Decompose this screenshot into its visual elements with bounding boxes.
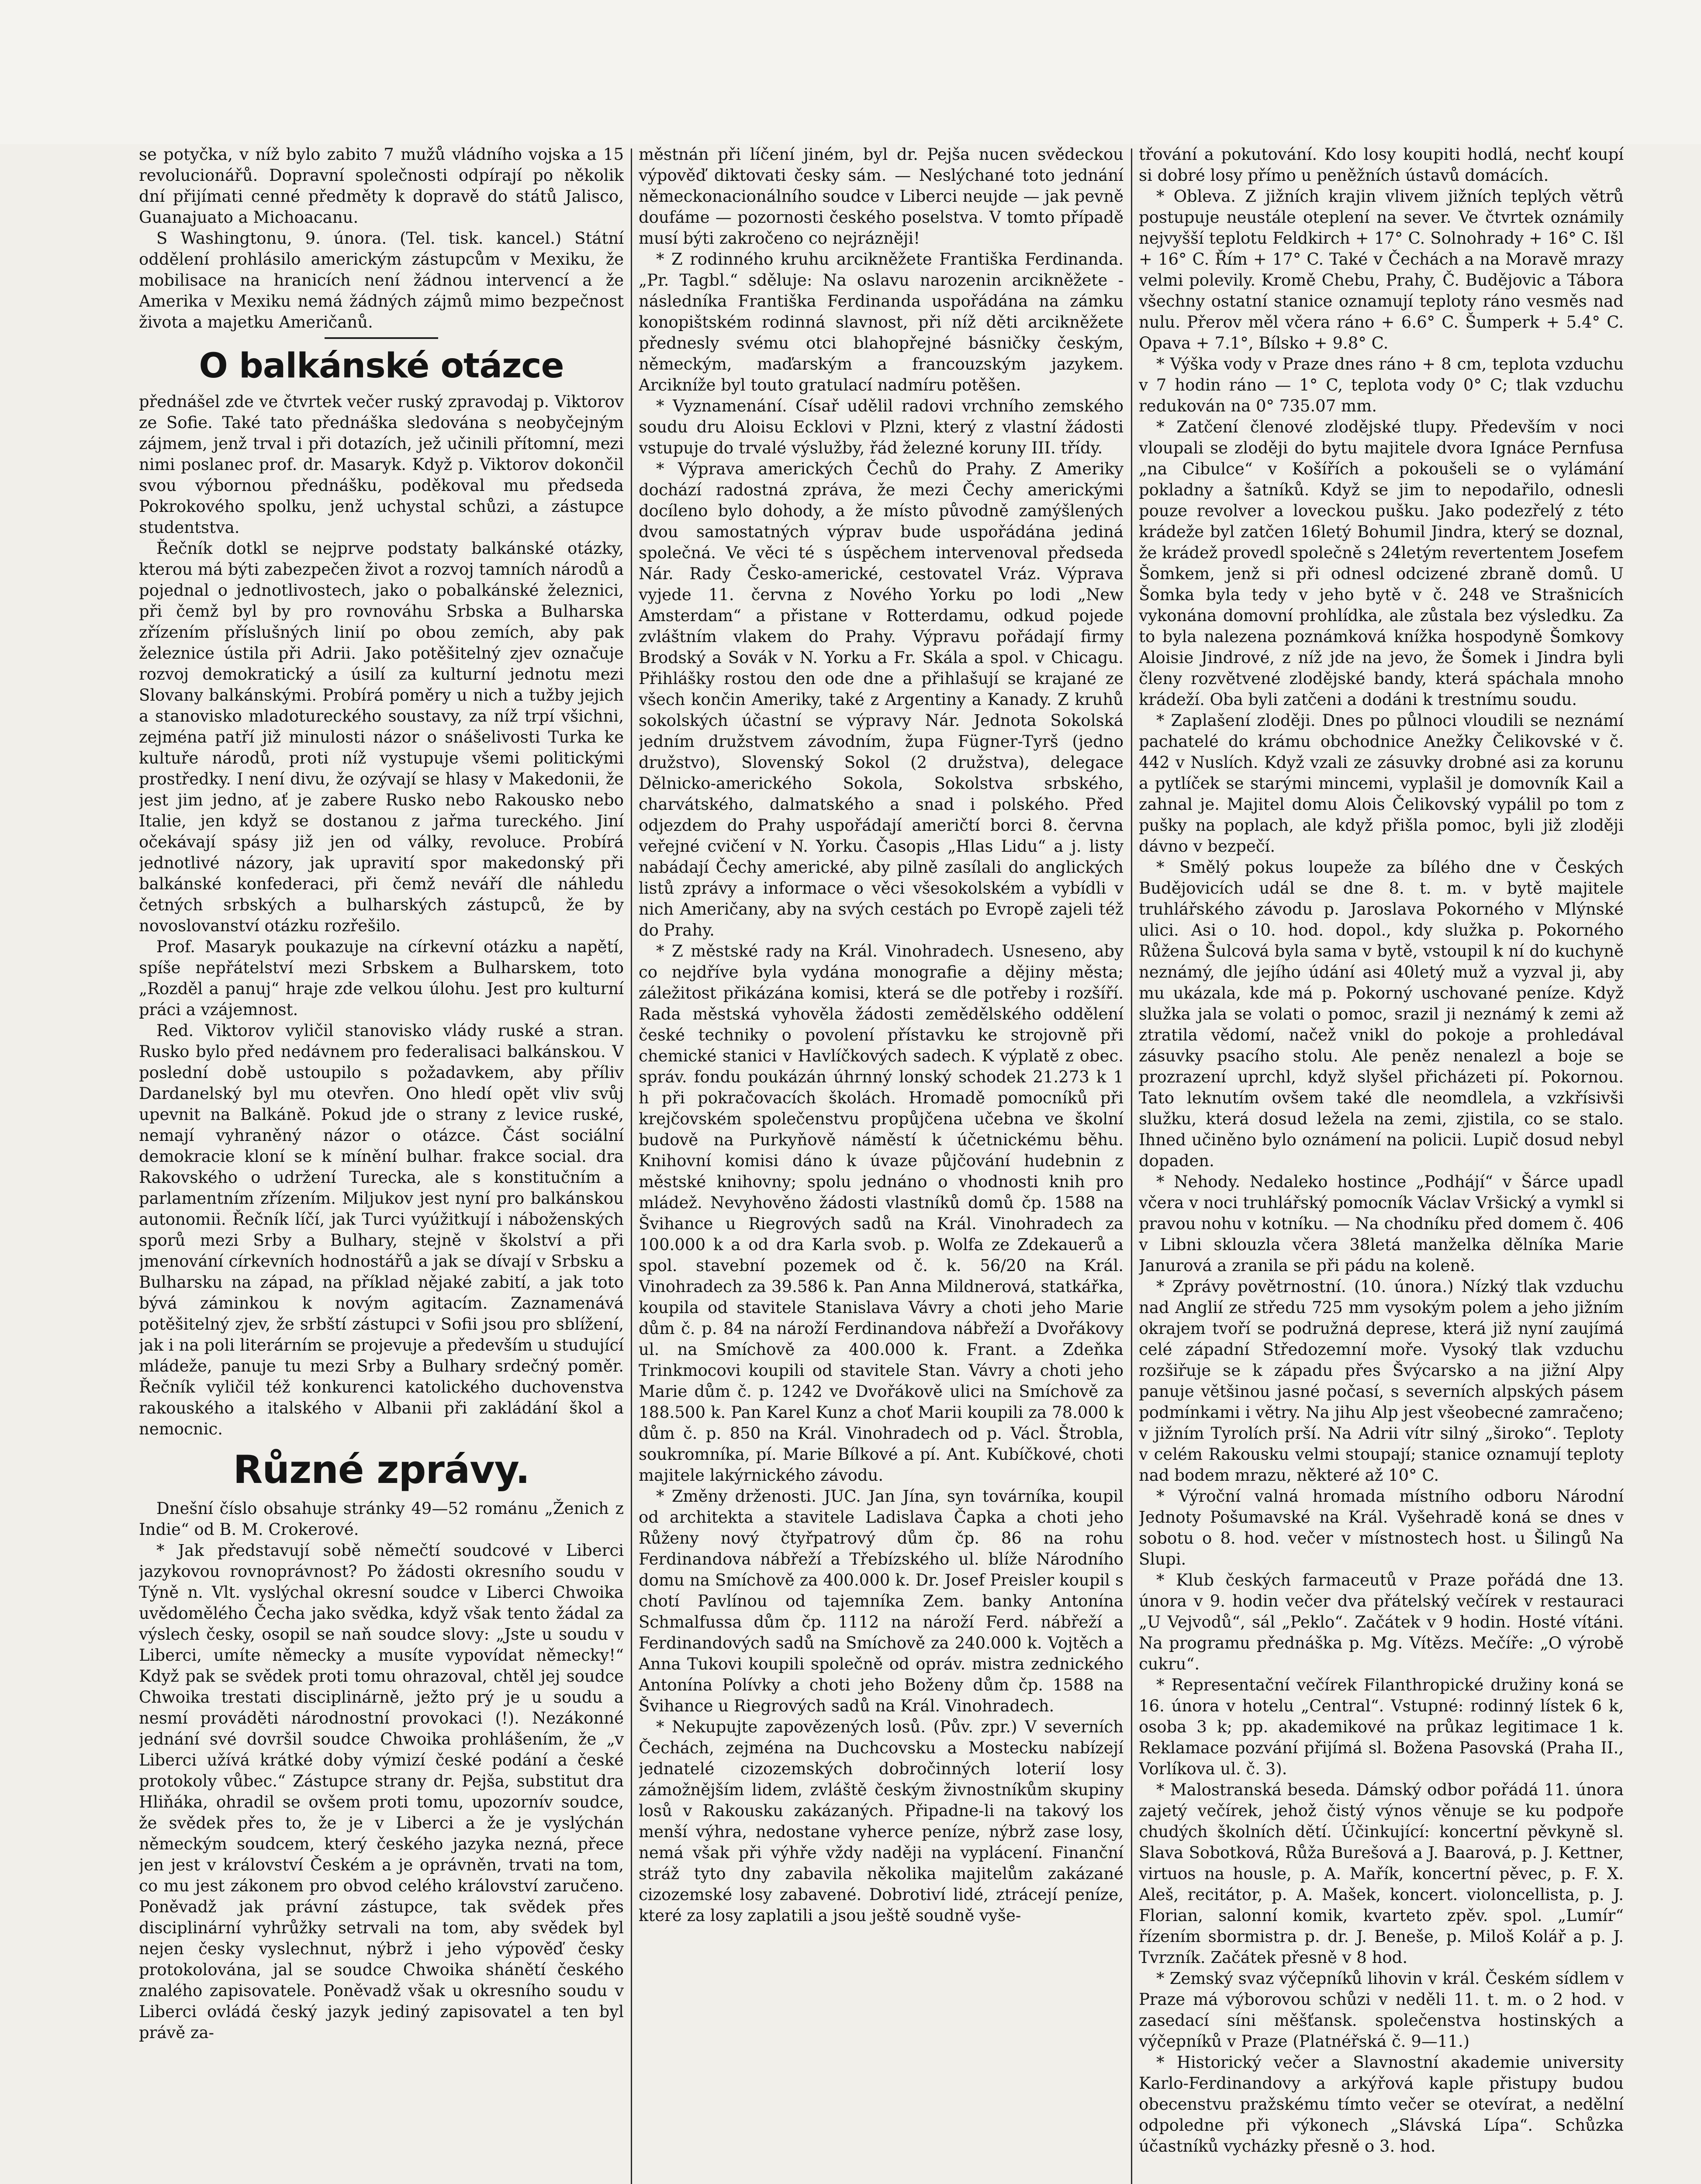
- serial-note: Dnešní číslo obsahuje stránky 49—52 románu „Ženich z Indie“ od B. M. Crokerové.: [139, 1499, 624, 1539]
- news-annual-meeting: * Výroční valná hromada místního odboru Národní Jednoty Pošumavské na Král. Vyšehradě koná se dnes v sobotu o 8. hod. večer v místnostech host. u Šilingů Na Slupi.: [1139, 1487, 1624, 1569]
- section-heading-various-news: Různé zprávy.: [233, 1447, 530, 1492]
- column-rule: [1131, 149, 1132, 2184]
- news-washington: S Washingtonu, 9. února. (Tel. tisk. kancel.) Státní oddělení prohlásilo americkým zástupcům v Mexiku, že mobilisace na hranicích není žádnou intervencí a že Amerika v Mexiku nemá žádných zájmů mimo bezpečnost života a majetku Američanů.: [139, 229, 624, 332]
- news-mala-strana-club: * Malostranská beseda. Dámský odbor pořádá 11. února zajetý večírek, jehož čistý výnos věnuje se ku podpoře chudých školních dětí. Účinkující: koncertní pěvkyně sl. Slava Sobotková, Růža Burešová a J. Baarová, p. J. Kettner, virtuos na housle, p. A. Mařík, koncertní pěvec, p. F. X. Aleš, recitátor, p. A. Mašek, koncert. violoncellista, p. J. Florian, salonní komik, kvarteto zpěv. spol. „Lumír“ řízením sbormistra p. dr. J. Beneše, p. Miloš Kolář a p. J. Tvrzník. Začátek přesně v 8 hod.: [1139, 1780, 1624, 1967]
- column-left: [139, 144, 624, 2184]
- news-scared-thieves: * Zaplašení zloději. Dnes po půlnoci vloudili se neznámí pachatelé do krámu obchodnice Anežky Čelikovské v č. 442 v Nuslích. Když vzali ze zásuvky drobné asi za korunu a pytlíček se starými mincemi, vyplašil je domovník Kail a zahnal je. Majitel domu Alois Čelikovský vypálil po tom z pušky na poplach, ale když přišla pomoc, byli již zloději dávno v bezpečí.: [1139, 711, 1624, 856]
- news-property-changes: * Změny drženosti. JUC. Jan Jína, syn továrníka, koupil od architekta a stavitele Ladislava Čapka a choti jeho Růženy nový čtyřpatrový dům čp. 86 na rohu Ferdinandova nábřeží a Třebízského ul. blíže Národního domu na Smíchově za 400.000 k. Dr. Josef Preisler koupil s chotí Pavlínou od tajemníka Zem. banky Antonína Schmalfussa dům čp. 1112 na nároží Ferd. nábřeží a Ferdinandových sadů na Smíchově za 240.000 k. Vojtěch a Anna Tukovi koupili společně od opráv. mistra zednického Antonína Polívky a choti jeho Boženy dům čp. 1588 na Švihance u Riegrových sadů na Král. Vinohradech.: [639, 1487, 1124, 1715]
- balkan-lecture-intro: přednášel zde ve čtvrtek večer ruský zpravodaj p. Viktorov ze Sofie. Také tato přednáška sledována s neobyčejným zájmem, jenž trval i při dotazích, jež učinili přítomní, mezi nimi poslanec prof. dr. Masaryk. Když p. Viktorov dokončil svou výbornou přednášku, poděkoval mu předseda Pokrokového spolku, jenž uchystal schůzi, a zástupce studentstva.: [139, 392, 624, 537]
- balkan-viktorov: Red. Viktorov vyličil stanovisko vlády ruské a stran. Rusko bylo před nedávnem pro federalisaci balkánskou. V poslední době ustoupilo s požadavkem, aby příliv Dardanelský byl mu otevřen. Ono hledí opět vliv svůj upevnit na Balkáně. Pokud jde o strany z levice ruské, nemají vyhraněný názor o otázce. Část sociální demokracie kloní se k mínění bulhar. frakce social. dra Rakovského o udržení Turecka, ale s konstitučním a parlamentním zřízením. Miljukov jest nyní pro balkánskou autonomii. Řečník líčí, jak Turci vyúžitkují i náboženských sporů mezi Srby a Bulhary, stejně v školství a při jmenování církevních hodnostářů a jak se dívají v Srbsku a Bulharsku na západ, na příklad nějaké zabití, a jak toto bývá záminkou k novým agitacím. Zaznamenává potěšitelný zjev, že srbští zástupci v Sofii jsou pro sblížení, jak i na poli literárním se projevuje a především u studující mládeže, panuje tu mezi Srby a Bulhary srdečný poměr. Řečník vyličil též konkurenci katolického duchovenstva rakouského a italského v Albanii při zakládání škol a nemocnic.: [139, 1021, 624, 1438]
- news-liberec-court-cont: městnán při líčení jiném, byl dr. Pejša nucen svědeckou výpověď diktovati česky sám. — Neslýchané toto jednání německonacionálního soudce v Liberci neujde — jak pevně doufáme — pozornosti českého poselstva. V tomto případě musí býti zakročeno co nejrázněji!: [639, 145, 1124, 248]
- news-archduke: * Z rodinného kruhu arcikněžete Františka Ferdinanda. „Pr. Tagbl.“ sděluje: Na oslavu narozenin arcikněžete - následníka Františka Ferdinanda uspořádána na zámku konopištském rodinná slavnost, při níž děti arcikněžete přednesly svému otci blahopřejné básničky českým, německým, maďarským a francouzským jazykem. Arcikníže byl touto gratulací nadmíru potěšen.: [639, 250, 1124, 394]
- column-middle: [639, 144, 1124, 2184]
- news-lottery-cont: třování a pokutování. Kdo losy koupiti hodlá, nechť koupí si dobré losy přímo u peněžních ústavů domácích.: [1139, 145, 1624, 185]
- page-top-margin: [0, 0, 1701, 144]
- column-rule: [631, 149, 632, 2184]
- column-right: [1139, 144, 1624, 2184]
- section-heading-balkan: O balkánské otázce: [199, 346, 564, 386]
- news-mexico-fight: se potyčka, v níž bylo zabito 7 mužů vládního vojska a 15 revolucionářů. Dopravní společnosti odpírají po několik dní přijímati cenné předměty k dopravě do států Jalisco, Guanajuato a Michoacanu.: [139, 145, 624, 227]
- divider: [325, 337, 438, 339]
- news-forbidden-lottery: * Nekupujte zapovězených losů. (Pův. zpr.) V severních Čechách, zejména na Duchcovsku a Mostecku nabízejí jednatelé cizozemských dobročinných loterií losy zámožnějším lidem, zvláště českým živnostníkům skupiny losů v Rakousku zakázaných. Připadne-li na takový los menší výhra, nedostane vyherce peníze, nýbrž zase losy, nemá však při výhře vždy naději na vyplácení. Finanční stráž tyto dny zabavila několika majitelům zakázané cizozemské losy zabavené. Dobrotiví lidé, ztrácejí peníze, které za losy zaplatili a jsou ještě soudně vyše-: [639, 1717, 1124, 1925]
- balkan-lecture-body: Řečník dotkl se nejprve podstaty balkánské otázky, kterou má býti zabezpečen život a rozvoj tamních národů a pojednal o jednotlivostech, jako o pobalkánské železnici, při čemž byl by pro rovnováhu Srbska a Bulharska zřízením příslušných linií po obou zemích, aby pak železnice ústila při Adrii. Jako potěšitelný zjev označuje rozvoj demokratický a úsilí za kulturní jednotu mezi Slovany balkánskými. Probírá poměry u nich a tužby jejich a stanovisko mladotureckého soustavy, za níž trpí všichni, zejména patří již minulosti názor o snášelivosti Turka ke kultuře národů, proti níž vystupuje všemi politickými prostředky. I není divu, že ozývají se hlasy v Makedonii, že jest jim jedno, ať je zabere Rusko nebo Rakousko nebo Italie, jen když se dostanou z jařma tureckého. Jiní očekávají spásy již jen od války, revoluce. Probírá jednotlivé názory, jak upravití spor makedonský při balkánské konfederaci, při čemž neváří dle náhledu četných srbských a bulharských zástupců, že by novoslovanství otázku rozřešilo.: [139, 539, 624, 935]
- news-american-czechs: * Výprava amerických Čechů do Prahy. Z Ameriky dochází radostná zpráva, že mezi Čechy americkými docíleno bylo dohody, a že místo původně zamýšlených dvou samostatných výprav bude uspořádána jediná společná. Ve věci té s úspěchem intervenoval předseda Nár. Rady Česko-americké, cestovatel Vráz. Výprava vyjede 11. června z Nového Yorku po lodi „New Amsterdam“ a přistane v Rotterdamu, odkud pojede zvláštním vlakem do Prahy. Výpravu pořádají firmy Brodský a Sovák v N. Yorku a Fr. Skála a spol. v Chicagu. Přihlášky rostou den ode dne a přihlašují se krajané ze všech končin Ameriky, také z Argentiny a Kanady. Z kruhů sokolských účastní se výpravy Nár. Jednota Sokolská jedním družstvem závodním, župa Fügner-Tyrš (jedno družstvo), Slovenský Sokol (2 družstva), delegace Dělnicko-amerického Sokola, Sokolstva srbského, charvátského, dalmatského a snad i polského. Před odjezdem do Prahy uspořádají američtí borci 8. června veřejné cvičení v N. Yorku. Časopis „Hlas Lidu“ a j. listy nabádají Čechy americké, aby pilně zasílali do anglických listů zprávy a informace o věci všesokolském a vybídli v nich Američany, aby na svých cestách po Evropě zajeli též do Prahy.: [639, 460, 1124, 940]
- news-weather: * Zprávy povětrnostní. (10. února.) Nízký tlak vzduchu nad Anglií ze středu 725 mm vysokým polem a jeho jižním okrajem tvoří se podružná deprese, která již nyní zaujímá celé západní Středozemní moře. Vysoký tlak vzduchu rozšiřuje se k západu přes Švýcarsko a na jižní Alpy panuje většinou jasné počasí, s severních alpských pásem podmínkami i větry. Na jihu Alp jest všeobecné zamračeno; v jižním Tyrolích prší. Na Adrii vítr silný „široko“. Teploty v celém Rakousku velmi stoupají; stanice oznamují teploty nad bodem mrazu, některé až 10° C.: [1139, 1277, 1624, 1485]
- news-robbery-attempt: * Smělý pokus loupeže za bílého dne v Českých Budějovicích udál se dne 8. t. m. v bytě majitele truhlářského závodu p. Jaroslava Pokorného v Mlýnské ulici. Asi o 10. hod. dopol., kdy služka p. Pokorného Růžena Šulcová byla sama v bytě, vstoupil k ní do kuchyně neznámý, dle jejího údání asi 40letý muž a vyzval ji, aby mu ukázala, kde má p. Pokorný uschované peníze. Když služka jala se volati o pomoc, srazil ji neznámý k zemi až ztratila vědomí, načež vnikl do pokoje a prohledával zásuvky psacího stolu. Ale peněz nenalezl a boje se prozrazení uprchl, když slyšel přicházeti pí. Pokornou. Tato leknutím ovšem také dle neomdlela, a vzkřísivši služku, která dosud ležela na zemi, zjistila, co se stalo. Ihned učiněno bylo oznámení na policii. Lupič dosud nebyl dopaden.: [1139, 858, 1624, 1170]
- news-liberec-court: * Jak představují sobě němečtí soudcové v Liberci jazykovou rovnoprávnost? Po žádosti okresního soudu v Týně n. Vlt. vyslýchal okresní soudce v Liberci Chwoika uvědomělého Čecha jako svědka, když však tento žádal za výslech česky, osopil se naň soudce slovy: „Jste u soudu v Liberci, umíte německy a musíte vypovídat německy!“ Když pak se svědek proti tomu ohrazoval, chtěl jej soudce Chwoika trestati disciplinárně, ježto prý je u soudu a nesmí prováděti národnostní provokaci (!). Nezákonné jednání své dovršil soudce Chwoika prohlášením, že „v Liberci užívá krátké doby výmizí české podání a české protokoly vůbec.“ Zástupce strany dr. Pejša, substitut dra Hliňáka, ohradil se ovšem proti tomu, upozornív soudce, že svědek přes to, že je v Liberci a že je vyslýchán německým soudcem, který českého jazyka nezná, přece jen jest v království Českém a je oprávněn, trvati na tom, co mu jest zákonem pro obvod celého království zaručeno. Poněvadž jak právní zástupce, tak svědek přes disciplinární vyhrůžky setrvali na tom, aby svědek byl nejen česky vyslechnut, nýbrž i jeho výpověď česky protokolována, jal se soudce Chwoika shánětí českého znalého zapisovatele. Poněvadž však u okresního soudu v Liberci ovládá český jazyk jediný zapisovatel a ten byl právě za-: [139, 1541, 624, 2042]
- news-thaw: * Obleva. Z jižních krajin vlivem jižních teplých větrů postupuje neustále oteplení na sever. Ve čtvrtek oznámily nejvyšší teplotu Feldkirch + 17° C. Solnohrady + 16° C. Išl + 16° C. Řím + 17° C. Také v Čechách a na Moravě mrazy velmi polevily. Kromě Chebu, Prahy, Č. Budějovic a Tábora všechny ostatní stanice oznamují teploty ráno vesměs nad nulu. Přerov měl včera ráno + 6.6° C. Šumperk + 5.4° C. Opava + 7.1°, Bílsko + 9.8° C.: [1139, 187, 1624, 352]
- news-decoration: * Vyznamenání. Císař udělil radovi vrchního zemského soudu dru Aloisu Ecklovi v Plzni, který z vlastní žádosti vstupuje do trvalé výslužby, řád železné koruny III. třídy.: [639, 397, 1124, 457]
- news-university-evening: * Historický večer a Slavnostní akademie university Karlo-Ferdinandovy a arkýřová kaple přistupy budou obecenstvu pražskému tímto večer se otevírat, a nedělní odpoledne při výkonech „Slávská Lípa“. Schůzka účastníků vycházky přesně o 3. hod.: [1139, 2053, 1624, 2156]
- news-philanthropic-evening: * Representační večírek Filanthropické družiny koná se 16. února v hotelu „Central“. Vstupné: rodinný lístek 6 k, osoba 3 k; pp. akademikové na průkaz legitimace 1 k. Reklamace pozvání přijímá sl. Božena Pasovská (Praha II., Vorlíkova ul. č. 3).: [1139, 1676, 1624, 1778]
- news-vinohrady-council: * Z městské rady na Král. Vinohradech. Usneseno, aby co nejdříve byla vydána monografie a dějiny města; záležitost přikázána komisi, která se dle potřeby i rozšíří. Rada městská vyhověla žádosti zemědělského oddělení české techniky o povolení přístavku ke strojovně při chemické stanici v Havlíčkových sadech. K výplatě z obec. správ. fondu poukázán úhrnný lonský schodek 21.273 k 1 h při pokračovacích školách. Hromadě pomocníků při krejčovském společenstvu propůjčena učebna ve školní budově na Purkyňově náměstí k účetnickému běhu. Knihovní komisi dáno k úvaze půjčování hudebnin z městské knihovny; spolu jednáno o vhodnosti knih pro mládež. Nevyhověno žádosti vlastníků domů čp. 1588 na Švihance u Riegrových sadů na Král. Vinohradech za 100.000 k a od dra Karla svob. p. Wolfa ze Zdekauerů a spol. stavební pozemek od č. k. 56/20 na Král. Vinohradech za 39.586 k. Pan Anna Mildnerová, statkářka, koupila od stavitele Stanislava Vávry a choti jeho Marie dům č. p. 84 na nároží Ferdinandova nábřeží a Dvořákovy ul. na Smíchově za 400.000 k. Frant. a Zdeňka Trinkmocovi koupili od stavitele Stan. Vávry a choti jeho Marie dům č. p. 1242 ve Dvořákově ulici na Smíchově za 188.500 k. Pan Karel Kunz a choť Marii koupili za 78.000 k dům č. p. 850 na Král. Vinohradech od p. Václ. Štrobla, soukromníka, pí. Marie Bílkové a pí. Ant. Kubíčkové, choti majitele lakýrnického závodu.: [639, 942, 1124, 1485]
- balkan-masaryk: Prof. Masaryk poukazuje na církevní otázku a napětí, spíše nepřátelství mezi Srbskem a Bulharskem, toto „Rozděl a panuj“ hraje zde velkou úlohu. Jest pro kulturní práci a vzájemnost.: [139, 937, 624, 1019]
- news-water-level: * Výška vody v Praze dnes ráno + 8 cm, teplota vzduchu v 7 hodin ráno — 1° C, teplota vody 0° C; tlak vzduchu redukován na 0° 735.07 mm.: [1139, 355, 1624, 415]
- news-accidents: * Nehody. Nedaleko hostince „Podhájí“ v Šárce upadl včera v noci truhlářský pomocník Václav Vršický a vymkl si pravou nohu v kotníku. — Na chodníku před domem č. 406 v Libni sklouzla včera 38letá manželka dělníka Marie Janurová a zranila se při pádu na koleně.: [1139, 1172, 1624, 1275]
- news-innkeepers-union: * Zemský svaz výčepníků lihovin v král. Českém sídlem v Praze má výborovou schůzi v neděli 11. t. m. o 2 hod. v zasedací síni měšťansk. společenstva hostinských a výčepníků v Praze (Platnéřská č. 9—11.): [1139, 1969, 1624, 2051]
- news-thieves-gang: * Zatčení členové zlodějské tlupy. Především v noci vloupali se zloději do bytu majitele dvora Ignáce Pernfusa „na Cibulce“ v Košířích a pokoušeli se o vylámání pokladny a šatníků. Když se jim to nepodařilo, odnesli pouze revolver a loveckou pušku. Jako podezřelý z této krádeže byl zatčen 16letý Bohumil Jindra, který se doznal, že krádež provedl společně s 24letým revertentem Josefem Šomkem, jenž si při odnesl odcizené zbraně domů. U Šomka byla tedy v jeho bytě v č. 248 ve Strašnicích vykonána domovní prohlídka, ale zůstala bez výsledku. Za to byla nalezena poznámková knížka hospodyně Šomkovy Aloisie Jindrové, z níž jde na jevo, že Šomek i Jindra byli členy rozvětvené zlodějské bandy, která spáchala mnoho krádeží. Oba byli zatčeni a dodáni k trestnímu soudu.: [1139, 418, 1624, 709]
- news-pharmacists-club: * Klub českých farmaceutů v Praze pořádá dne 13. února v 9. hodin večer dva přátelský večírek v restauraci „U Vejvodů“, sál „Peklo“. Začátek v 9 hodin. Hosté vítáni. Na programu přednáška p. Mg. Vítězs. Mečíře: „O výrobě cukru“.: [1139, 1571, 1624, 1673]
